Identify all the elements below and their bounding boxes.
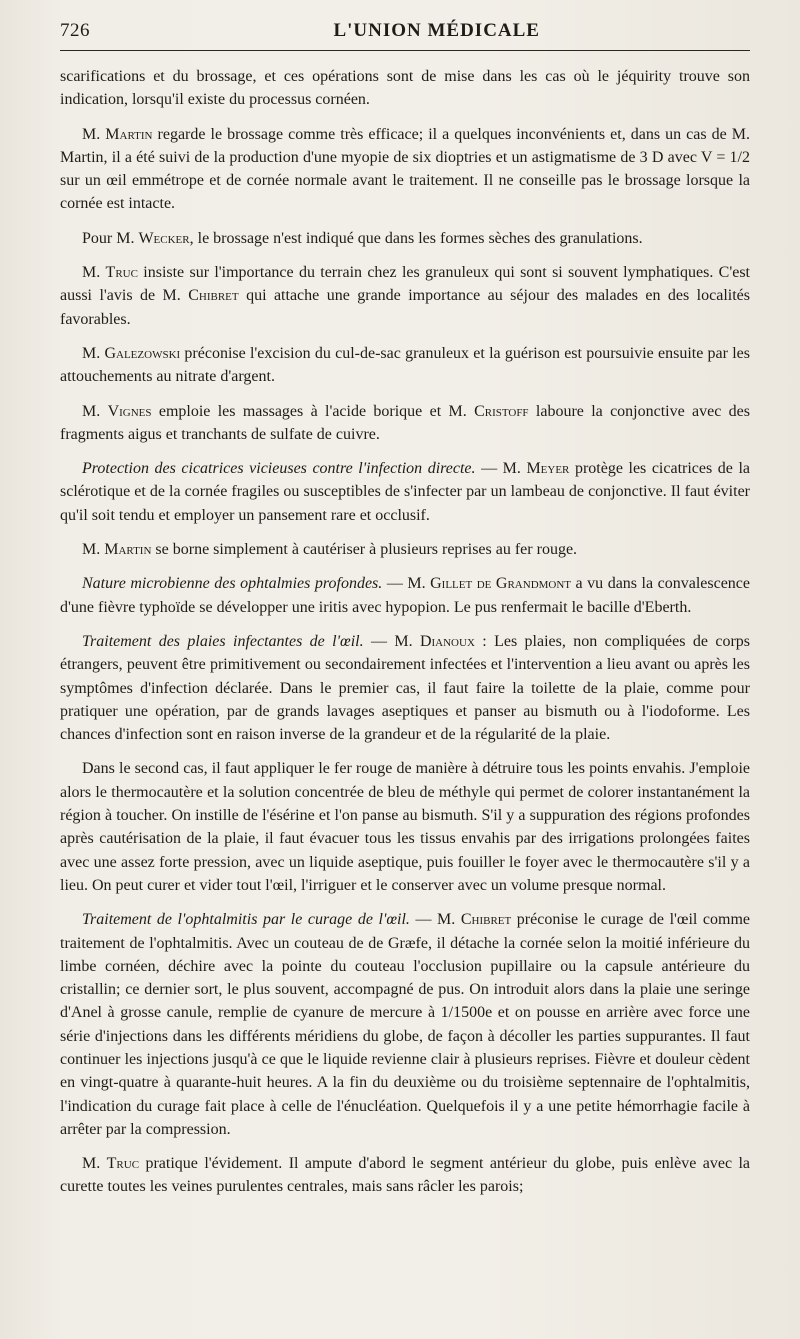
paragraph-4 [60, 261, 750, 331]
lead-text: M. [82, 402, 108, 420]
paragraph-text: , le brossage n'est indiqué que dans les formes sèches des granulations. [189, 229, 643, 247]
lead-text: M. [82, 541, 105, 559]
lead-text: — M. [363, 632, 420, 650]
article-body [60, 65, 750, 1199]
section-heading: Traitement des plaies infectantes de l'œil. [82, 632, 364, 650]
paragraph-text: préconise le curage de l'œil comme traitement de l'ophtalmitis. Avec un couteau de de Græfe, il détache la cornée selon la moitié inférieure du limbe cornéen, déchire avec la pointe du couteau l'occlusion pupillaire ou la capsule antérieure du cristallin; ce dernier sort, le plus souvent, accompagné de pus. On introduit alors dans la plaie une seringe d'Anel à grosse canule, remplie de cyanure de mercure à 1/1500e et on pousse en arrière avec force une série d'injections dans les différents méridiens du globe, de façon à décoller les parties suppurantes. Il faut continuer les injections jusqu'à ce que le liquide revienne clair à plusieurs reprises. Fièvre et douleur cèdent en vingt-quatre à quarante-huit heures. A la fin du deuxième ou du troisième septennaire de l'ophtalmitis, l'indication du curage fait place à celle de l'énucléation. Quelquefois il y a une petite hémorrhagie facile à arrêter par la compression. [60, 911, 751, 1138]
lead-text: M. [82, 125, 106, 143]
paragraph-5 [60, 342, 750, 389]
lead-text: — M. [409, 911, 461, 929]
speaker-name: Dianoux [419, 632, 475, 650]
speaker-name: Chibret [188, 287, 239, 305]
speaker-name: Truc [106, 1155, 140, 1173]
paragraph-text: Dans le second cas, il faut appliquer le fer rouge de manière à détruire tous les points envahis. J'emploie alors le thermocautère et la solution concentrée de bleu de méthyle qui permet de colorer instantanément la région à toucher. On instille de l'ésérine et l'on panse au bismuth. S'il y a suppuration des régions profondes après cautérisation de la plaie, il faut évacuer tous les tissus envahis par des irrigations prolongées faites avec une assez forte pression, avec un liquide aseptique, puis fouiller le foyer avec le thermocautère s'il y a lieu. On peut curer et vider tout l'œil, l'irriguer et le conserver avec un volume presque normal. [60, 760, 750, 894]
paragraph-text: regarde le brossage comme très efficace; il a quelques inconvénients et, dans un cas de M. Martin, il a été suivi de la production d'une myopie de six dioptries et un astigmatisme de 3 D avec V = 1/2 sur un œil emmétrope et de cornée normale avant le traitement. Il ne conseille pas le brossage lorsque la cornée est intacte. [60, 125, 750, 213]
section-heading: Nature microbienne des ophtalmies profondes. [82, 575, 383, 593]
paragraph-8 [60, 538, 750, 561]
paragraph-10 [60, 630, 750, 746]
paragraph-12 [60, 908, 750, 1141]
lead-text: Pour M. [82, 229, 139, 247]
paragraph-2 [60, 123, 750, 216]
speaker-name: Galezowski [104, 344, 181, 362]
paragraph-text: pratique l'évidement. Il ampute d'abord le segment antérieur du globe, puis enlève avec la curette toutes les veines purulentes centrales, mais sans râcler les parois; [60, 1155, 751, 1196]
section-heading: Protection des cicatrices vicieuses contre l'infection directe. [82, 460, 476, 478]
paragraph-text: protège les cicatrices de la sclérotique et de la cornée fragiles ou susceptibles de s'infecter par un lambeau de conjonctive. Il faut éviter qu'il soit tendu et employer un pansement rare et occlusif. [60, 460, 750, 524]
paragraph-13 [60, 1152, 750, 1199]
speaker-name: Martin [105, 125, 153, 143]
paragraph-text: qui attache une grande importance au séjour des malades en des localités favorables. [60, 287, 750, 328]
speaker-name: Chibret [460, 911, 512, 929]
lead-text: M. [82, 1155, 107, 1173]
section-heading: Traitement de l'ophtalmitis par le curage de l'œil. [82, 911, 410, 929]
paragraph-text: se borne simplement à cautériser à plusieurs reprises au fer rouge. [151, 541, 578, 559]
speaker-name: Meyer [526, 460, 570, 478]
paragraph-3 [60, 227, 750, 250]
paragraph-text: : Les plaies, non compliquées de corps étrangers, peuvent être primitivement ou secondairement infectées et l'intervention a lieu avant ou après les symptômes d'infection déclarée. Dans le premier cas, il faut faire la toilette de la plaie, comme pour pratiquer une opération, par de grands lavages aseptiques et panser au bismuth ou à l'iodoforme. Les chances d'infection sont en raison inverse de la grandeur et de la régularité de la plaie. [60, 632, 750, 744]
paragraph-text: emploie les massages à l'acide borique et M. [151, 402, 475, 420]
paragraph-text: insiste sur l'importance du terrain chez les granuleux qui sont si souvent lymphatiques. C'est aussi l'avis de M. [60, 264, 750, 305]
lead-text: — M. [382, 575, 431, 593]
paragraph-text: préconise l'excision du cul-de-sac granuleux et la guérison est poursuivie ensuite par les attouchements au nitrate d'argent. [60, 344, 750, 386]
lead-text: M. [82, 344, 105, 362]
paragraph-11 [60, 757, 750, 897]
paragraph-text: laboure la conjonctive avec des fragments aigus et tranchants de sulfate de cuivre. [60, 402, 751, 443]
speaker-name: Gillet de Grandmont [430, 575, 572, 593]
running-header [60, 20, 750, 51]
paragraph-9 [60, 572, 750, 619]
lead-text: — M. [475, 460, 527, 478]
speaker-name: Truc [105, 264, 138, 282]
speaker-name: Cristoff [474, 402, 529, 420]
speaker-name: Martin [104, 541, 152, 559]
paragraph-text: a vu dans la convalescence d'une fièvre typhoïde se développer une iritis avec hypopion. Le pus renfermait le bacille d'Eberth. [60, 575, 751, 616]
speaker-name: Wecker [138, 229, 190, 247]
paragraph-1 [60, 65, 750, 112]
paragraph-6 [60, 400, 750, 447]
paragraph-7 [60, 457, 750, 527]
paragraph-text: scarifications et du brossage, et ces opérations sont de mise dans les cas où le jéquirity trouve son indication, lorsqu'il existe du processus cornéen. [60, 68, 750, 109]
journal-title: L'UNION MÉDICALE [333, 20, 540, 41]
speaker-name: Vignes [107, 402, 152, 420]
page-number: 726 [60, 20, 90, 41]
lead-text: M. [82, 264, 106, 282]
